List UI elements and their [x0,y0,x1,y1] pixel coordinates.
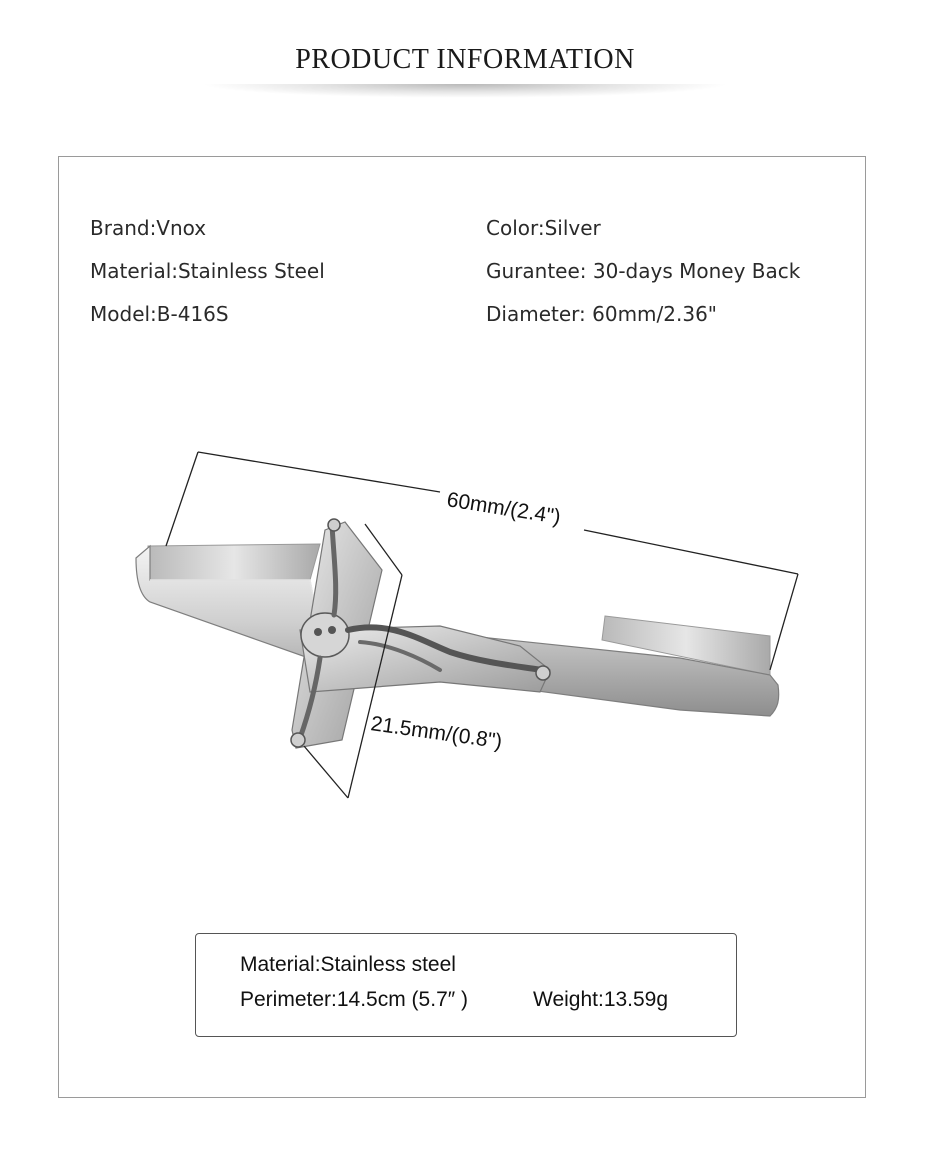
spec-material: Material:Stainless Steel [90,259,325,283]
info-weight: Weight:13.59g [533,988,669,1011]
spec-brand: Brand:Vnox [90,216,207,240]
title-shadow-divider [200,84,730,98]
spec-guarantee: Gurantee: 30-days Money Back [486,259,801,283]
crucifix-charm [291,519,550,748]
width-dimension-label: 60mm/(2.4") [445,488,563,529]
height-dimension-label: 21.5mm/(0.8") [369,712,504,754]
bracelet-illustration [120,430,820,830]
info-material: Material:Stainless steel [240,953,456,976]
spec-color: Color:Silver [486,216,601,240]
info-perimeter: Perimeter:14.5cm (5.7″ ) [240,988,469,1011]
spec-model: Model:B-416S [90,302,229,326]
specification-info-box [195,933,737,1037]
page-title: PRODUCT INFORMATION [295,44,635,75]
spec-diameter: Diameter: 60mm/2.36" [486,302,717,326]
